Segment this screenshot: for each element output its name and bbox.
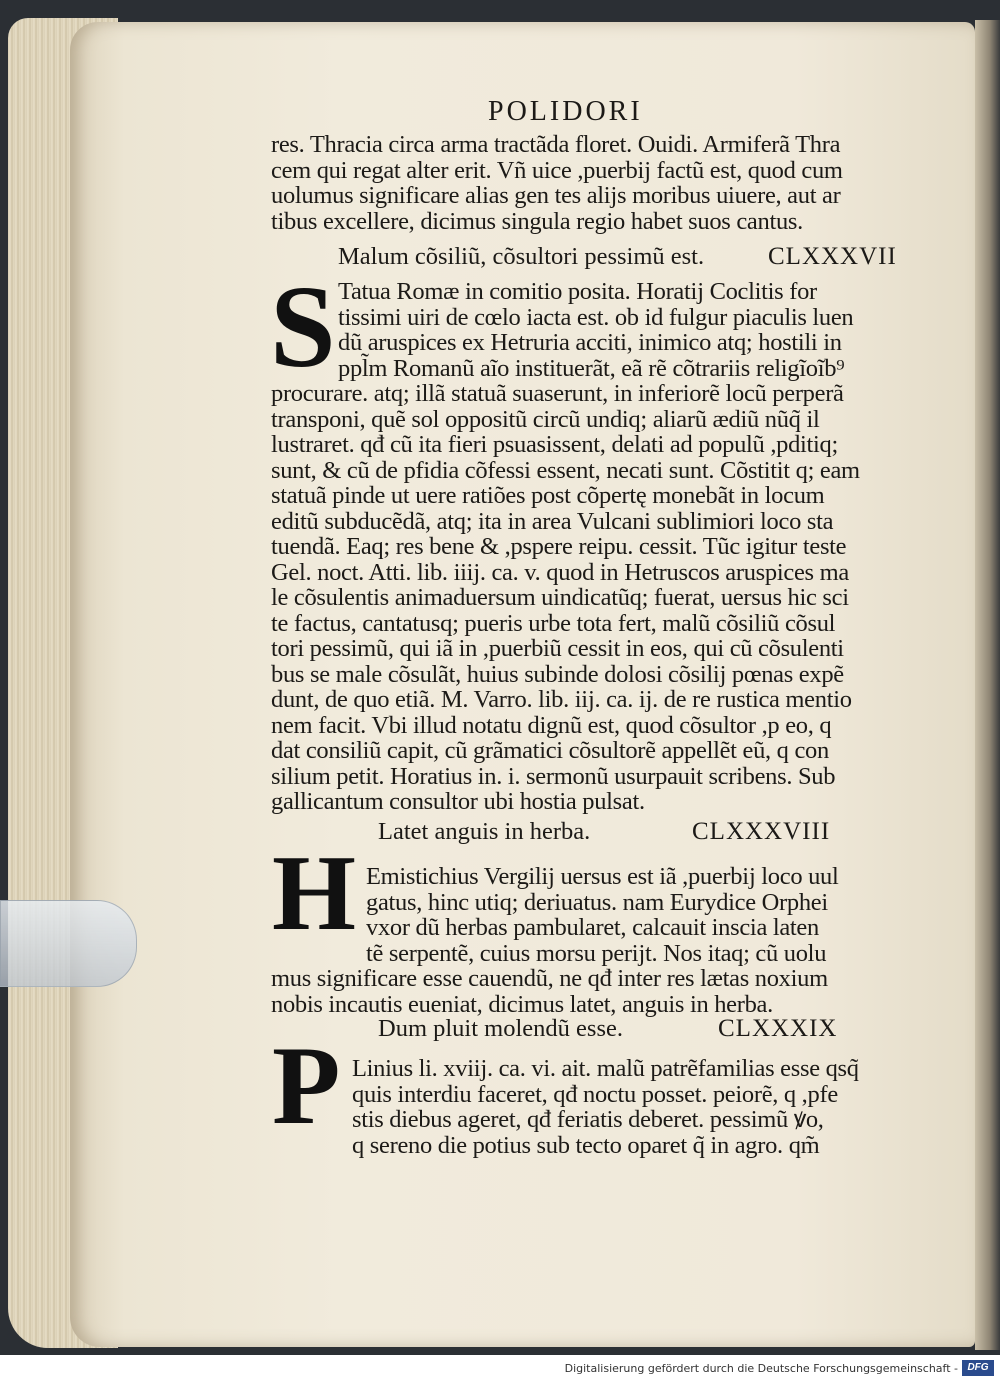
section-title: Dum pluit molendũ esse. [378, 1015, 623, 1042]
text-line: editũ subducẽdã, atq; ita in area Vulcani sublimiori loco sta [271, 507, 834, 535]
text-line: dũ aruspices ex Hetruria acciti, inimico atq; hostili in [338, 329, 842, 356]
text-line: mus significare esse cauendũ, ne qđ inter res lætas noxium [271, 965, 828, 992]
section-numeral: CLXXXVIII [692, 818, 831, 845]
text-line: gatus, hinc utiq; deriuatus. nam Eurydice Orphei [366, 888, 828, 916]
text-line: sunt, & cũ de pfidia cõfessi essent, necati sunt. Cõstitit q; eam [271, 456, 860, 484]
text-line: nem facit. Vbi illud notatu dignũ est, quod cõsultor ,p eo, q [271, 711, 832, 739]
text-line: procurare. atq; illã statuã suaserunt, in inferiorẽ locũ perperã [271, 380, 844, 407]
text-line: ppl̃m Romanũ aĩo instituerãt, eã rẽ cõtrariis religĩoĩb⁹ [338, 354, 845, 382]
text-line: transponi, quẽ sol oppositũ circũ undiq; aliarũ ædiũ nũq̃ il [271, 405, 820, 433]
text-line: lustraret. qđ cũ ita fieri psuasissent, delati ad populũ ,pditiq; [271, 431, 839, 458]
running-title: POLIDORI [488, 96, 643, 127]
text-line: stis diebus ageret, qđ feriatis deberet. pessimũ ꝟo, [352, 1106, 824, 1133]
section-body-indented [366, 864, 896, 966]
section-body-indented [352, 1056, 892, 1158]
section-title: Malum cõsiliũ, cõsultori pessimũ est. [338, 243, 705, 270]
text-line: Tatua Romæ in comitio posita. Horatĳ Coclitis for [338, 278, 817, 305]
text-line: tẽ serpentẽ, cuius morsu perĳt. Nos itaq; cũ uolu [366, 939, 827, 967]
section-body [271, 966, 901, 1017]
intro-paragraph [271, 132, 901, 234]
section-numeral: CLXXXVII [768, 243, 897, 270]
text-line: dunt, de quo etiã. M. Varro. lib. iĳ. ca. ĳ. de re rustica mentio [271, 686, 852, 713]
section-body [271, 381, 901, 815]
text-line: q sereno die potius sub tecto oparet q̃ in agro. qm̃ [352, 1131, 820, 1159]
text-line: nobis incautis eueniat, dicimus latet, anguis in herba. [271, 990, 773, 1018]
drop-cap-initial: H [272, 834, 357, 953]
text-line: te factus, cantatusq; pueris urbe tota fert, malũ cõsiliũ cõsul [271, 609, 836, 637]
drop-cap-initial: P [272, 1024, 341, 1148]
text-line: dat consiliũ capit, cũ grãmatici cõsultorẽ appellẽt eũ, q con [271, 737, 829, 764]
text-line: Linius li. xviĳ. ca. vi. ait. malũ patrẽfamilias esse qsq̃ [352, 1055, 859, 1082]
dfg-logo-icon: DFG [962, 1360, 994, 1376]
text-line: tuendã. Eaq; res bene & ,pspere reipu. cessit. Tũc igitur teste [271, 533, 847, 560]
text-line: Emistichius Vergilĳ uersus est iã ,puerbĳ loco uul [366, 863, 839, 890]
section-numeral: CLXXXIX [718, 1015, 838, 1042]
text-line: tori pessimũ, qui iã in ,puerbiũ cessit in eos, qui cũ cõsulenti [271, 635, 844, 662]
text-line: le cõsulentis animaduersum uindicatũq; fuerat, uersus hic sci [271, 584, 849, 611]
text-line: silium petit. Horatius in. i. sermonũ usurpauit scribens. Sub [271, 762, 836, 790]
footer-bar [0, 1355, 1000, 1383]
drop-cap-initial: S [270, 261, 336, 392]
text-line: gallicantum consultor ubi hostia pulsat. [271, 788, 645, 815]
text-line: Gel. noct. Atti. lib. iiĳ. ca. v. quod in Hetruscos aruspices ma [271, 558, 849, 586]
page-holder-clip [0, 900, 137, 987]
section-body-indented [338, 279, 898, 381]
text-line: res. Thracia circa arma tractãda floret. Ouidi. Armiferã Thra [271, 131, 841, 158]
text-line: uolumus significare alias gen tes alĳs moribus uiuere, aut ar [271, 182, 841, 209]
text-line: cem qui regat alter erit. Vñ uice ,puerbĳ factũ est, quod cum [271, 156, 843, 184]
funding-credit: Digitalisierung gefördert durch die Deutsche Forschungsgemeinschaft - [564, 1362, 958, 1375]
facing-page-edge [975, 20, 1000, 1350]
text-line: tibus excellere, dicimus singula regio habet suos cantus. [271, 207, 803, 235]
text-line: bus se male cõsulãt, huius subinde dolosi cõsilĳ pœnas expẽ [271, 660, 844, 688]
text-line: tissimi uiri de cœlo iacta est. ob id fulgur piaculis luen [338, 303, 854, 331]
text-line: statuã pinde ut uere ratiões post cõpertę monebãt in locum [271, 482, 825, 509]
text-line: quis interdiu faceret, qđ noctu posset. peiorẽ, q ,pfe [352, 1080, 838, 1108]
section-title: Latet anguis in herba. [378, 818, 591, 845]
text-line: vxor dũ herbas pambularet, calcauit inscia laten [366, 914, 819, 941]
